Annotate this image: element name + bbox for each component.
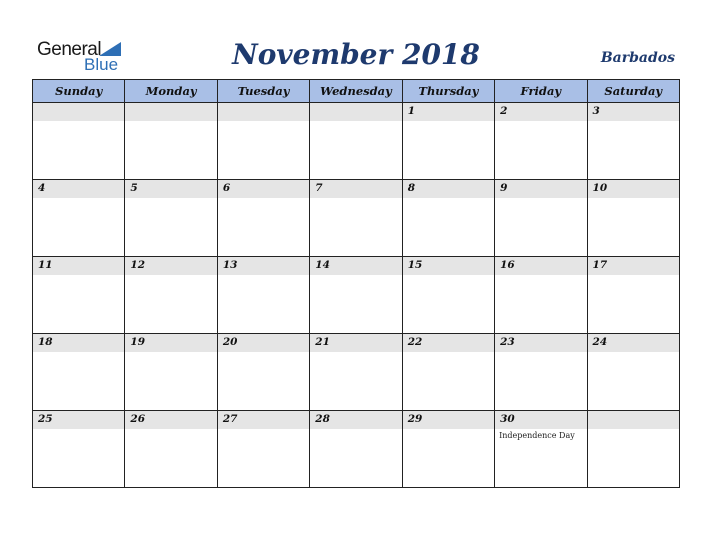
day-cell: [310, 334, 402, 411]
calendar-week-row: [33, 103, 680, 180]
day-number: 17: [592, 259, 608, 271]
weekday-sunday: Sunday: [33, 80, 125, 103]
day-number: 28: [315, 413, 330, 425]
weekday-monday: Monday: [125, 80, 217, 103]
day-cell: [310, 180, 402, 257]
day-cell: [125, 180, 217, 257]
day-number: 6: [222, 182, 231, 194]
weekday-tuesday: Tuesday: [217, 80, 309, 103]
day-number-bar: [33, 180, 124, 198]
day-number-bar: [218, 103, 309, 121]
day-cell: [217, 257, 309, 334]
weekday-header-row: [33, 80, 680, 103]
day-cell: [402, 180, 494, 257]
day-number: 12: [130, 259, 146, 271]
day-cell: [495, 103, 587, 180]
day-number-bar: [310, 103, 401, 121]
day-cell: [125, 334, 217, 411]
day-number: 3: [592, 105, 600, 117]
day-number: 8: [407, 182, 415, 194]
day-number-bar: [310, 180, 401, 198]
day-number: 20: [222, 336, 238, 348]
day-number: 22: [407, 336, 423, 348]
day-cell: [587, 334, 679, 411]
day-number: 19: [130, 336, 146, 348]
calendar-week-row: [33, 257, 680, 334]
day-cell: [402, 103, 494, 180]
day-cell: [587, 103, 679, 180]
day-number: 11: [38, 259, 53, 271]
day-number: 18: [38, 336, 53, 348]
day-number: 30: [500, 413, 515, 425]
day-number: 1: [407, 105, 415, 117]
day-number: 25: [38, 413, 53, 425]
day-cell: [587, 180, 679, 257]
day-cell: [125, 103, 217, 180]
day-number-bar: [588, 411, 679, 429]
day-cell: [495, 180, 587, 257]
day-cell: [495, 411, 587, 488]
logo-general-text: General: [37, 39, 102, 60]
day-number: 24: [592, 336, 608, 348]
day-number-bar: [125, 103, 216, 121]
weekday-wednesday: Wednesday: [310, 80, 402, 103]
day-cell: [310, 257, 402, 334]
day-number-bar: [218, 180, 309, 198]
day-cell: [310, 411, 402, 488]
weekday-thursday: Thursday: [402, 80, 494, 103]
day-cell: [402, 411, 494, 488]
day-number: 7: [315, 182, 323, 194]
day-number: 23: [500, 336, 515, 348]
day-cell: [125, 257, 217, 334]
day-number-bar: [495, 103, 586, 121]
day-number: 4: [38, 182, 46, 194]
calendar-week-row: [33, 180, 680, 257]
calendar-body: [33, 103, 680, 488]
day-cell: [402, 334, 494, 411]
calendar-week-row: [33, 334, 680, 411]
day-number-bar: [125, 180, 216, 198]
day-number-bar: [495, 180, 586, 198]
day-cell: [587, 257, 679, 334]
day-number: 27: [222, 413, 238, 425]
day-number: 2: [500, 105, 508, 117]
day-number: 15: [407, 259, 423, 271]
day-cell: [33, 257, 125, 334]
day-number: 13: [222, 259, 238, 271]
month-title: November 2018: [232, 38, 480, 71]
day-number: 14: [315, 259, 330, 271]
day-cell: [217, 180, 309, 257]
day-number: 5: [130, 182, 138, 194]
day-cell: [217, 103, 309, 180]
day-cell: [402, 257, 494, 334]
day-cell: [495, 257, 587, 334]
holiday-label: Independence Day: [499, 431, 575, 440]
day-cell: [33, 103, 125, 180]
day-number-bar: [588, 103, 679, 121]
day-cell: [125, 411, 217, 488]
day-cell: [217, 411, 309, 488]
day-cell: [217, 334, 309, 411]
weekday-friday: Friday: [495, 80, 587, 103]
day-number: 9: [500, 182, 508, 194]
day-cell: [495, 334, 587, 411]
weekday-saturday: Saturday: [587, 80, 679, 103]
day-number-bar: [403, 103, 494, 121]
logo-blue-text: Blue: [84, 55, 119, 74]
calendar-grid: [32, 79, 680, 488]
day-number: 21: [315, 336, 330, 348]
day-number-bar: [33, 103, 124, 121]
day-number: 26: [130, 413, 146, 425]
day-number-bar: [403, 180, 494, 198]
day-number: 10: [592, 182, 608, 194]
day-cell: [33, 411, 125, 488]
day-cell: [587, 411, 679, 488]
country-name: Barbados: [600, 50, 675, 66]
day-cell: [33, 180, 125, 257]
day-number: 16: [500, 259, 515, 271]
calendar-week-row: [33, 411, 680, 488]
day-cell: [310, 103, 402, 180]
day-cell: [33, 334, 125, 411]
day-number: 29: [407, 413, 423, 425]
